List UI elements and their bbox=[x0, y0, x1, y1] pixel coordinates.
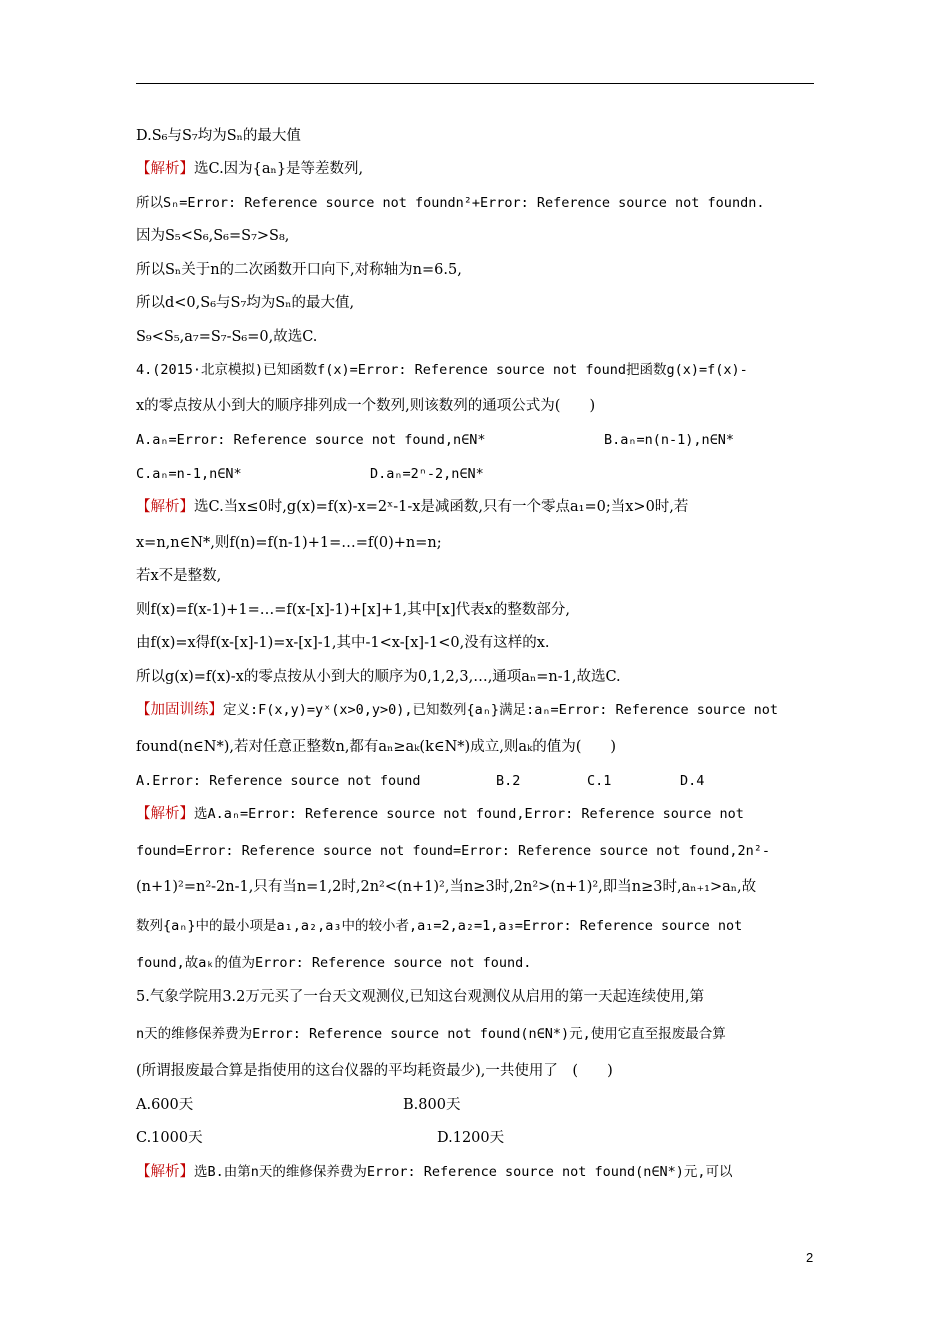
text-line: x的零点按从小到大的顺序排列成一个数列,则该数列的通项公式为( ) bbox=[136, 398, 596, 414]
analysis-tag: 【解析】 bbox=[136, 806, 194, 822]
text-line: 所以g(x)=f(x)-x的零点按从小到大的顺序为0,1,2,3,…,通项aₙ=n-1,故选C. bbox=[136, 669, 621, 685]
text-line: x=n,n∈N*,则f(n)=f(n-1)+1=…=f(0)+n=n; bbox=[136, 535, 442, 551]
option-a: A.aₙ=Error: Reference source not found,n∈N* bbox=[136, 432, 486, 448]
text-line: 数列{aₙ}中的最小项是a₁,a₂,a₃中的较小者,a₁=2,a₂=1,a₃=Error: Reference source not bbox=[136, 918, 743, 934]
header-rule bbox=[136, 83, 814, 84]
option-b: B.aₙ=n(n-1),n∈N* bbox=[604, 432, 735, 448]
practice-tag: 【加固训练】 bbox=[136, 702, 223, 718]
text-line: 所以Sₙ=Error: Reference source not foundn²+Error: Reference source not foundn. bbox=[136, 195, 765, 211]
text-line: 若x不是整数, bbox=[136, 568, 222, 584]
text-line: 【解析】选C.因为{aₙ}是等差数列, bbox=[136, 161, 364, 177]
text-line: D.S₆与S₇均为Sₙ的最大值 bbox=[136, 128, 301, 144]
page-number: 2 bbox=[806, 1250, 814, 1265]
text-line: 则f(x)=f(x-1)+1=…=f(x-[x]-1)+[x]+1,其中[x]代表x的整数部分, bbox=[136, 602, 570, 618]
text-line: 【加固训练】定义:F(x,y)=yˣ(x>0,y>0),已知数列{aₙ}满足:aₙ=Error: Reference source not bbox=[136, 702, 779, 718]
text-line: (n+1)²=n²-2n-1,只有当n=1,2时,2n²<(n+1)²,当n≥3时,2n²>(n+1)²,即当n≥3时,aₙ₊₁>aₙ,故 bbox=[136, 879, 757, 895]
text-line: 所以Sₙ关于n的二次函数开口向下,对称轴为n=6.5, bbox=[136, 262, 462, 278]
text-line: found=Error: Reference source not found=Error: Reference source not found,2n²- bbox=[136, 843, 770, 859]
text-line: 【解析】选B.由第n天的维修保养费为Error: Reference source not found(n∈N*)元,可以 bbox=[136, 1164, 733, 1180]
option-d: D.4 bbox=[680, 773, 705, 789]
text-line: found(n∈N*),若对任意正整数n,都有aₙ≥aₖ(k∈N*)成立,则aₖ的值为( ) bbox=[136, 739, 617, 755]
option-b: B.2 bbox=[496, 773, 521, 789]
text-line: (所谓报废最合算是指使用的这台仪器的平均耗资最少),一共使用了 ( ) bbox=[136, 1063, 613, 1079]
option-a: A.Error: Reference source not found bbox=[136, 773, 421, 789]
option-c: C.aₙ=n-1,n∈N* bbox=[136, 466, 242, 482]
option-a: A.600天 bbox=[136, 1097, 194, 1113]
option-c: C.1 bbox=[587, 773, 612, 789]
text-line: 所以d<0,S₆与S₇均为Sₙ的最大值, bbox=[136, 295, 355, 311]
text-line: 【解析】选C.当x≤0时,g(x)=f(x)-x=2ˣ-1-x是减函数,只有一个零点a₁=0;当x>0时,若 bbox=[136, 499, 689, 515]
text-line: S₉<S₅,a₇=S₇-S₆=0,故选C. bbox=[136, 329, 318, 345]
text-line: 由f(x)=x得f(x-[x]-1)=x-[x]-1,其中-1<x-[x]-1<0,没有这样的x. bbox=[136, 635, 550, 651]
question-5-stem: 5.气象学院用3.2万元买了一台天文观测仪,已知这台观测仪从启用的第一天起连续使用,第 bbox=[136, 989, 705, 1005]
text-line: found,故aₖ的值为Error: Reference source not found. bbox=[136, 955, 532, 971]
text-line: 【解析】选A.aₙ=Error: Reference source not found,Error: Reference source not bbox=[136, 806, 744, 822]
option-b: B.800天 bbox=[403, 1097, 461, 1113]
option-d: D.aₙ=2ⁿ-2,n∈N* bbox=[370, 466, 484, 482]
text-line: 因为S₅<S₆,S₆=S₇>S₈, bbox=[136, 228, 290, 244]
question-4-stem: 4.(2015·北京模拟)已知函数f(x)=Error: Reference source not found把函数g(x)=f(x)- bbox=[136, 362, 748, 378]
option-d: D.1200天 bbox=[437, 1130, 505, 1146]
analysis-tag: 【解析】 bbox=[136, 499, 194, 515]
option-c: C.1000天 bbox=[136, 1130, 203, 1146]
analysis-tag: 【解析】 bbox=[136, 161, 194, 177]
text-line: n天的维修保养费为Error: Reference source not found(n∈N*)元,使用它直至报废最合算 bbox=[136, 1026, 726, 1042]
analysis-tag: 【解析】 bbox=[136, 1164, 194, 1180]
